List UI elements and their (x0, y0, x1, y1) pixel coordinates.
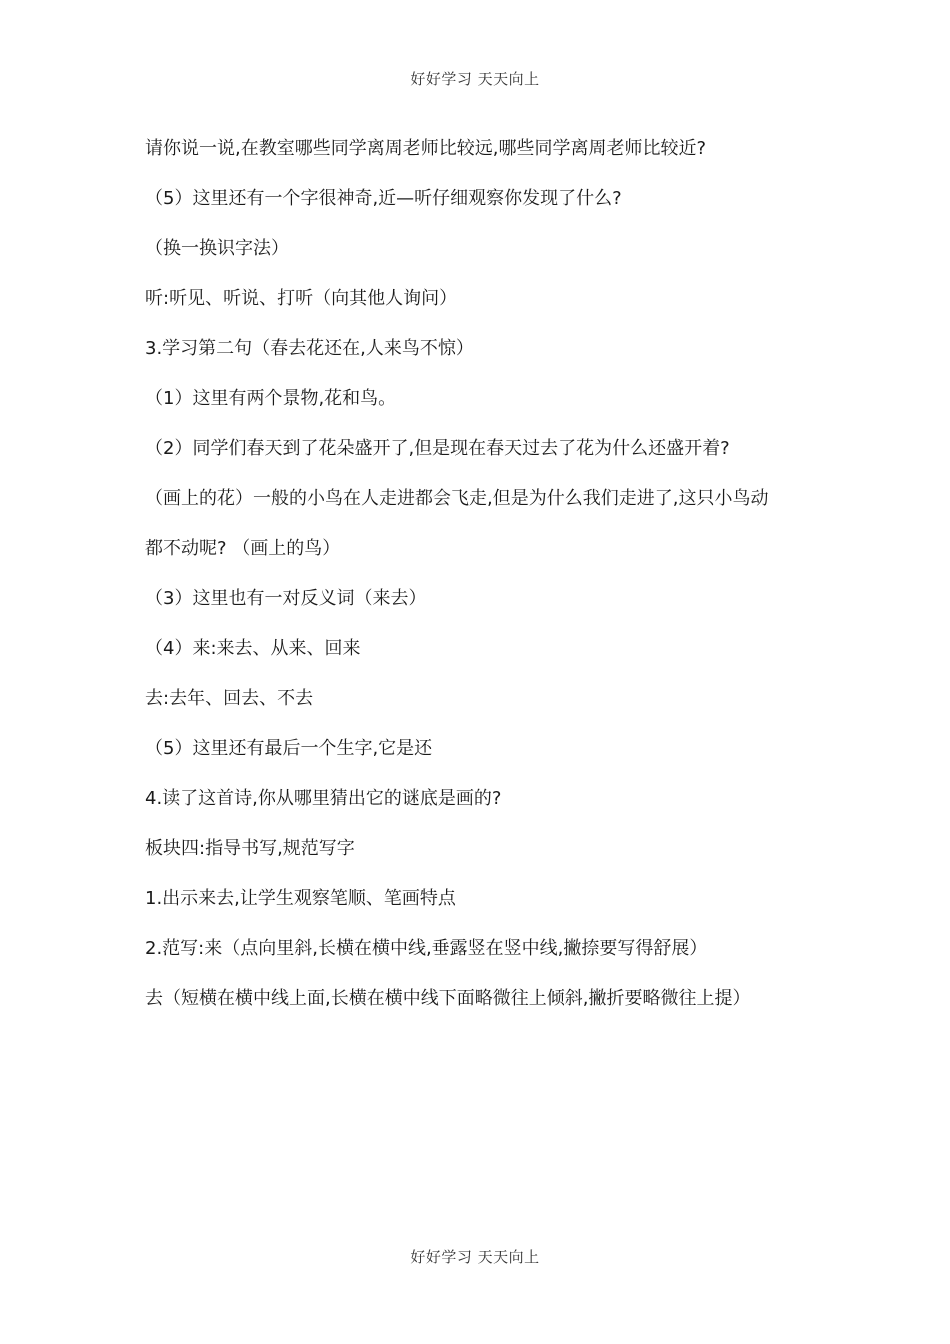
text-line: 都不动呢? （画上的鸟） (145, 538, 341, 559)
text-line: 2.范写:来（点向里斜,长横在横中线,垂露竖在竖中线,撇捺要写得舒展） (145, 938, 708, 959)
text-line: （3）这里也有一对反义词（来去） (145, 588, 427, 609)
text-line: （4）来:来去、从来、回来 (145, 638, 361, 659)
text-line: （5）这里还有一个字很神奇,近—听仔细观察你发现了什么? (145, 188, 622, 209)
text-line: （5）这里还有最后一个生字,它是还 (145, 738, 433, 759)
text-line: （2）同学们春天到了花朵盛开了,但是现在春天过去了花为什么还盛开着? (145, 438, 730, 459)
document-body (145, 133, 825, 1033)
text-line: （画上的花）一般的小鸟在人走进都会飞走,但是为什么我们走进了,这只小鸟动 (145, 488, 769, 509)
text-line: 去:去年、回去、不去 (145, 688, 314, 709)
text-line: 去（短横在横中线上面,长横在横中线下面略微往上倾斜,撇折要略微往上提） (145, 988, 751, 1009)
text-line: 请你说一说,在教室哪些同学离周老师比较远,哪些同学离周老师比较近? (145, 138, 706, 159)
text-line: （1）这里有两个景物,花和鸟。 (145, 388, 397, 409)
text-line: 3.学习第二句（春去花还在,人来鸟不惊） (145, 338, 474, 359)
page-header: 好好学习 天天向上 (410, 70, 540, 88)
text-line: 板块四:指导书写,规范写字 (145, 838, 355, 859)
text-line: 1.出示来去,让学生观察笔顺、笔画特点 (145, 888, 456, 909)
text-line: 听:听见、听说、打听（向其他人询问） (145, 288, 458, 309)
page-footer: 好好学习 天天向上 (410, 1248, 540, 1266)
text-line: （换一换识字法） (145, 238, 289, 259)
text-line: 4.读了这首诗,你从哪里猜出它的谜底是画的? (145, 788, 502, 809)
